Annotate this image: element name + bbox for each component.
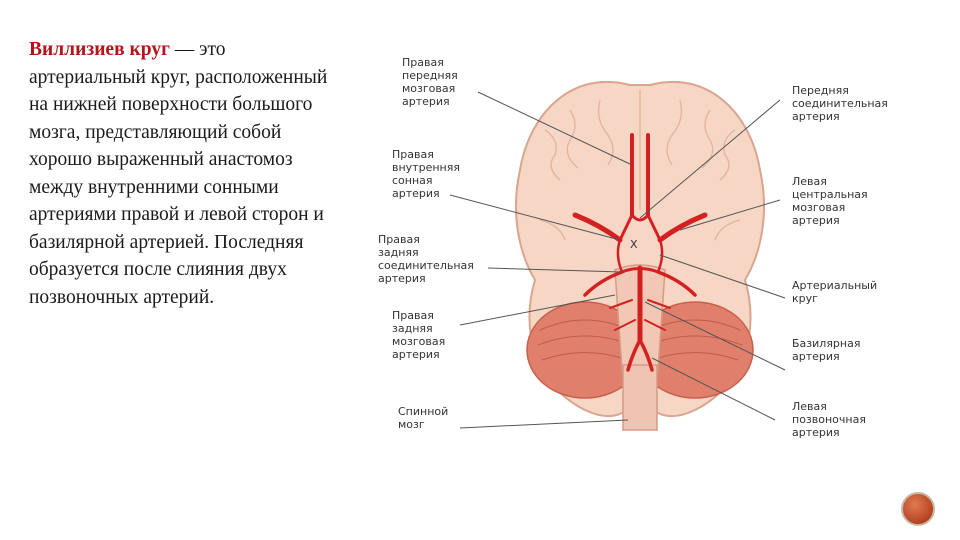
svg-text:Артериальныйкруг: Артериальный круг — [792, 279, 878, 305]
svg-text:Леваяцентральнаямозговаяартери: Левая центральная мозговая артерия — [792, 175, 868, 227]
circle-marker: X — [630, 238, 638, 251]
svg-text:Базилярнаяартерия: Базилярная артерия — [792, 337, 861, 363]
left-labels — [378, 56, 474, 431]
svg-text:Праваявнутренняясоннаяартерия: Правая внутренняя сонная артерия — [392, 148, 460, 200]
svg-text:Праваязадняясоединительнаяарте: Правая задняя соединительная артерия — [378, 233, 474, 285]
circle-of-willis-diagram — [370, 40, 910, 440]
slide-badge-icon — [901, 492, 935, 526]
description-text — [29, 36, 329, 311]
description-body: — это артериальный круг, расположенный на нижней поверхности большого мозга, представляющий собой хорошо выраженный анастомоз между внутренними сонными артериями правой и левой сторон и базилярной артерией. Последняя образуется после слияния двух позвоночных артерий. — [29, 39, 328, 308]
term-heading: Виллизиев круг — [29, 39, 170, 60]
svg-text:Передняясоединительнаяартерия: Передняя соединительная артерия — [792, 84, 888, 123]
right-labels — [792, 84, 888, 439]
svg-text:Праваяпередняямозговаяартерия: Правая передняя мозговая артерия — [402, 56, 458, 108]
spinal-cord — [623, 365, 657, 430]
svg-text:Праваязадняямозговаяартерия: Правая задняя мозговая артерия — [392, 309, 446, 361]
svg-text:Леваяпозвоночнаяартерия: Левая позвоночная артерия — [792, 400, 866, 439]
svg-text:Спинноймозг: Спинной мозг — [398, 405, 449, 431]
